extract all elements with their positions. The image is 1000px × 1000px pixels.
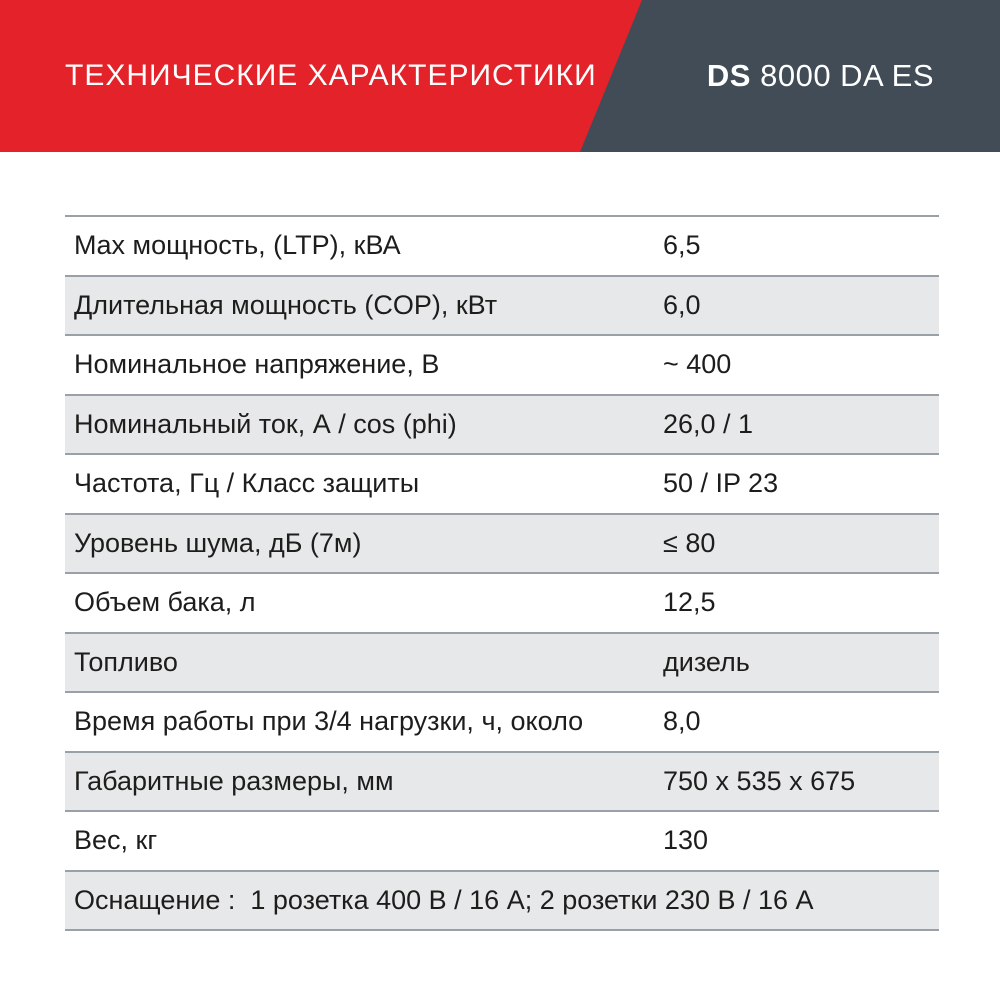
spec-value: дизель	[663, 646, 750, 677]
spec-value: ~ 400	[663, 349, 732, 380]
spec-value: 8,0	[663, 706, 701, 737]
spec-label: Габаритные размеры, мм	[74, 765, 394, 796]
spec-label: Max мощность, (LTP), кВА	[74, 230, 401, 261]
spec-value: ≤ 80	[663, 527, 716, 558]
spec-label: Длительная мощность (COP), кВт	[74, 289, 498, 320]
table-row	[65, 632, 939, 692]
header-banner	[0, 0, 1000, 152]
spec-value: 12,5	[663, 587, 716, 618]
spec-label: Уровень шума, дБ (7м)	[74, 527, 362, 558]
table-row	[65, 275, 939, 335]
spec-value: 6,5	[663, 230, 701, 261]
spec-value: 6,0	[663, 289, 701, 320]
spec-label: Объем бака, л	[74, 587, 256, 618]
spec-label: Вес, кг	[74, 825, 158, 856]
table-row	[65, 751, 939, 811]
spec-value: 130	[663, 825, 709, 856]
table-row	[65, 810, 939, 870]
equipment-note: Оснащение : 1 розетка 400 В / 16 А; 2 розетки 230 В / 16 А	[74, 884, 814, 915]
table-row	[65, 334, 939, 394]
table-row	[65, 691, 939, 751]
table-row	[65, 215, 939, 275]
spec-label: Номинальный ток, А / cos (phi)	[74, 408, 457, 439]
spec-label: Время работы при 3/4 нагрузки, ч, около	[74, 706, 584, 737]
spec-label: Топливо	[74, 646, 178, 677]
spec-label: Частота, Гц / Класс защиты	[74, 468, 420, 499]
spec-table	[65, 215, 939, 931]
table-row	[65, 453, 939, 513]
model-name	[707, 0, 934, 152]
model-series: DS	[706, 58, 751, 93]
table-row-equipment	[65, 870, 939, 932]
table-row	[65, 394, 939, 454]
model-number: 8000 DA ES	[750, 58, 934, 93]
table-row	[65, 572, 939, 632]
spec-value: 750 x 535 x 675	[663, 765, 856, 796]
spec-value: 50 / IP 23	[663, 468, 779, 499]
table-row	[65, 513, 939, 573]
page-title: ТЕХНИЧЕСКИЕ ХАРАКТЕРИСТИКИ	[65, 59, 597, 92]
spec-label: Номинальное напряжение, В	[74, 349, 440, 380]
spec-value: 26,0 / 1	[663, 408, 754, 439]
